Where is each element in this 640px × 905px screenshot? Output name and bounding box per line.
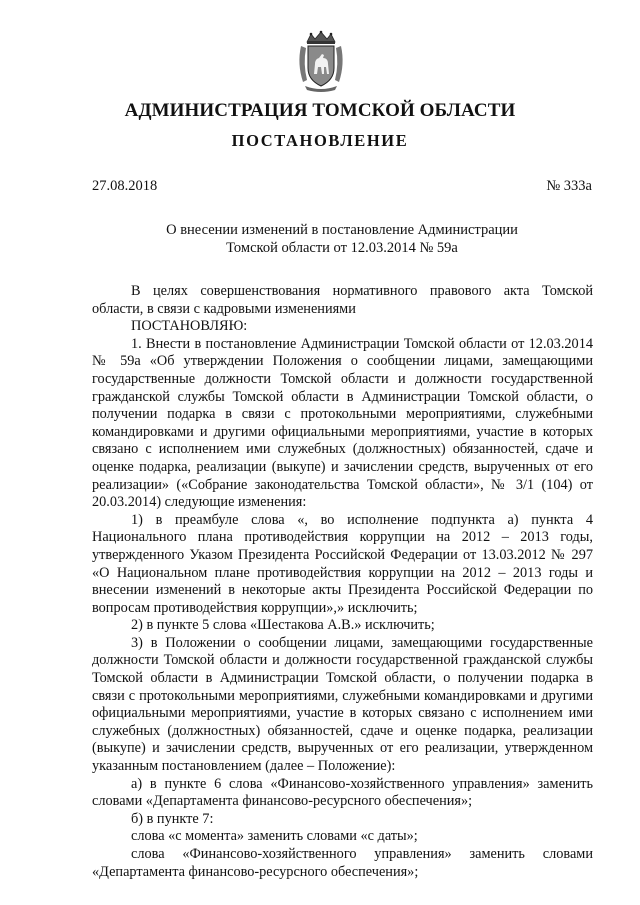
- document-number: № 333а: [546, 178, 592, 194]
- subject-line: О внесении изменений в постановление Администрации: [166, 222, 518, 238]
- resolve-paragraph: ПОСТАНОВЛЯЮ:: [131, 318, 248, 335]
- document-type-title: ПОСТАНОВЛЕНИЕ: [231, 131, 409, 150]
- item-1-paragraph: 1. Внести в постановление Администрации Томской области от 12.03.2014 № 59а «Об утверждении Положения о сообщении лицами, замещающими государственные должности Томской области и должности государственной гражданской службы Томской области в Администрации Томской области, о получении подарка в связи с протокольными мероприятиями, служебными командировками и другими официальными мероприятиями, участие в которых связано с исполнением ими служебных (должностных) обязанностей, сдаче и оценке подарка, реализации (выкупе) и зачислении средств, вырученных от его реализации» («Собрание законодательства Томской области», № 3/1 (104) от 20.03.2014) следующие изменения:: [92, 335, 593, 511]
- subitem-1-paragraph: 1) в преамбуле слова «, во исполнение подпункта а) пункта 4 Национального плана противодействия коррупции на 2012 – 2013 годы, утвержденного Указом Президента Российской Федерации от 13.03.2012 № 297 «О Национальном плане противодействия коррупции на 2012 – 2013 годы и внесении изменений в некоторые акты Президента Российской Федерации по вопросам противодействия коррупции»,» исключить;: [92, 511, 593, 616]
- subitem-3b-paragraph: б) в пункте 7:: [131, 810, 214, 827]
- subitem-2-paragraph: 2) в пункте 5 слова «Шестакова А.В.» исключить;: [131, 617, 435, 634]
- subitem-3-paragraph: 3) в Положении о сообщении лицами, замещающими государственные должности Томской области и должности государственной гражданской службы Томской области в Администрации Томской области, о получении подарка в связи с протокольными мероприятиями, служебными командировками и другими официальными мероприятиями, участие в которых связано с исполнением ими служебных (должностных) обязанностей, сдаче и оценке подарка, реализации (выкупе) и зачислении средств, вырученных от его реализации, утвержденном указанным постановлением (далее – Положение):: [92, 634, 593, 775]
- subitem-3b1-paragraph: слова «с момента» заменить словами «с даты»;: [131, 828, 418, 845]
- document-subject: [92, 222, 592, 257]
- preamble-paragraph: В целях совершенствования нормативного правового акта Томской области, в связи с кадровыми изменениями: [92, 283, 593, 317]
- organization-title: АДМИНИСТРАЦИЯ ТОМСКОЙ ОБЛАСТИ: [124, 100, 516, 121]
- coat-of-arms-icon: [297, 30, 345, 92]
- document-date: 27.08.2018: [92, 178, 158, 194]
- document-body: [92, 283, 593, 881]
- subitem-3b2-paragraph: слова «Финансово-хозяйственного управления» заменить словами «Департамента финансово-ресурсного обеспечения»;: [92, 846, 593, 880]
- subject-line: Томской области от 12.03.2014 № 59а: [226, 239, 458, 256]
- subitem-3a-paragraph: а) в пункте 6 слова «Финансово-хозяйственного управления» заменить словами «Департамента финансово-ресурсного обеспечения»;: [92, 775, 593, 810]
